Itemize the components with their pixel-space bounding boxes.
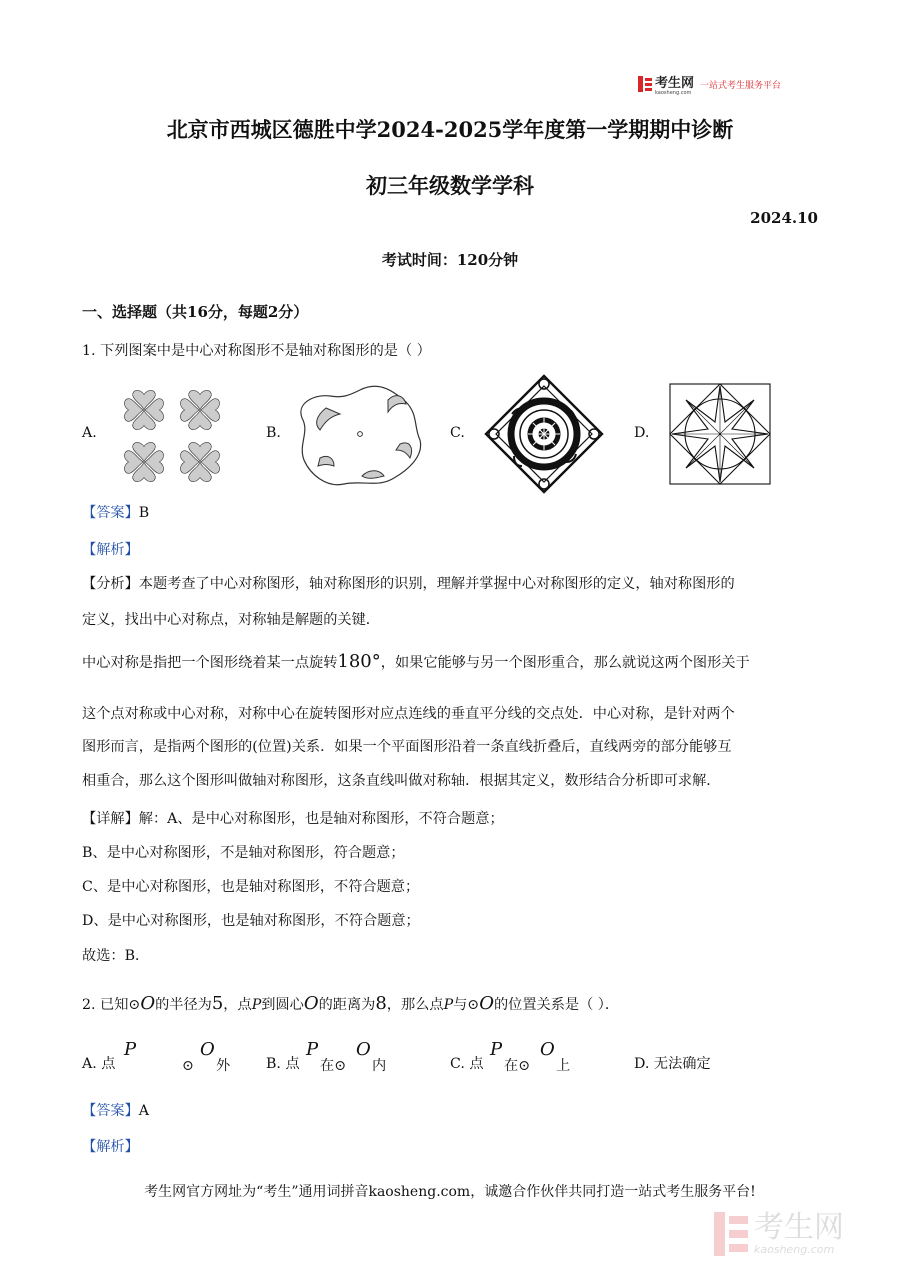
q2-stem-part: 到圆心 xyxy=(261,997,304,1013)
q1-rotation-line xyxy=(82,652,750,673)
exam-date: 2024.10 xyxy=(750,209,818,227)
q1-line-4: 图形而言，是指两个图形的(位置)关系．如果一个平面图形沿着一条直线折叠后，直线两旁的部分能够互 xyxy=(82,739,732,755)
q2-option-c-p: P xyxy=(490,1039,503,1060)
q2-answer xyxy=(82,1101,149,1121)
q2-option-b-o: O xyxy=(356,1039,371,1060)
q2-symbol-o: O xyxy=(140,993,156,1014)
page-subtitle: 初三年级数学学科 xyxy=(366,173,534,198)
q2-symbol-p: P xyxy=(443,997,454,1013)
q1-line-8: C、是中心对称图形，也是轴对称图形，不符合题意； xyxy=(82,879,420,895)
q2-symbol-o: O xyxy=(303,993,319,1014)
q1-answer-value: B xyxy=(138,505,150,521)
q2-distance: 8 xyxy=(375,993,387,1014)
q1-line-6: 【详解】解：A、是中心对称图形，也是轴对称图形，不符合题意； xyxy=(82,811,504,827)
q1-line-10: 故选：B． xyxy=(82,948,150,964)
exam-time: 考试时间：120分钟 xyxy=(381,251,519,269)
q1-answer-tag: 【答案】 xyxy=(82,505,139,521)
q1-analysis-tag: 【解析】 xyxy=(82,542,139,558)
watermark xyxy=(714,1208,874,1260)
q2-stem xyxy=(82,994,619,1015)
q2-answer-tag: 【答案】 xyxy=(82,1103,139,1119)
q2-option-c-label: C. 点 xyxy=(450,1056,484,1072)
q2-stem-part: ，点 xyxy=(223,997,252,1013)
q2-option-a-end: 外 xyxy=(216,1058,231,1074)
q2-analysis-tag: 【解析】 xyxy=(82,1139,139,1155)
watermark-mark-icon xyxy=(714,1212,748,1256)
q1-line-2: 定义，找出中心对称点，对称轴是解题的关键． xyxy=(82,612,380,628)
q2-option-b-end: 内 xyxy=(372,1058,387,1074)
q1-option-a-label: A. xyxy=(82,425,97,441)
q1-line-1: 【分析】本题考查了中心对称图形，轴对称图形的识别，理解并掌握中心对称图形的定义，轴对称图形的 xyxy=(82,576,735,592)
q1-line-7: B、是中心对称图形，不是轴对称图形，符合题意； xyxy=(82,845,405,861)
page-title: 北京市西城区德胜中学2024-2025学年度第一学期期中诊断 xyxy=(166,117,734,142)
q2-option-b-label: B. 点 xyxy=(266,1056,300,1072)
q1-rotation-deg: 180° xyxy=(337,651,381,672)
footer-text: 考生网官方网址为“考生”通用词拼音kaosheng.com，诚邀合作伙伴共同打造一站式考生服务平台! xyxy=(144,1184,756,1200)
q2-option-a-p: P xyxy=(124,1039,137,1060)
q2-stem-part: 的位置关系是（ ）． xyxy=(493,997,620,1013)
q2-radius: 5 xyxy=(211,993,224,1014)
section-heading: 一、选择题（共16分，每题2分） xyxy=(82,303,309,321)
q1-option-b-figure xyxy=(296,380,424,492)
brand-slogan: 一站式考生服务平台 xyxy=(700,80,782,91)
brand-logo xyxy=(638,74,808,94)
q2-stem-part: ，那么点 xyxy=(386,997,444,1013)
brand-mark-icon xyxy=(638,76,652,92)
q2-option-c-mid: 在⊙ xyxy=(504,1058,531,1074)
q2-symbol-p: P xyxy=(251,997,262,1013)
q2-option-a-label: A. 点 xyxy=(82,1056,116,1072)
q1-stem: 1. 下列图案中是中心对称图形不是轴对称图形的是（ ） xyxy=(82,343,431,359)
q2-option-a-circle: ⊙ xyxy=(182,1058,194,1074)
q1-line-5: 相重合，那么这个图形叫做轴对称图形，这条直线叫做对称轴．根据其定义，数形结合分析即可求解． xyxy=(82,773,721,789)
watermark-name: 考生网 xyxy=(754,1210,844,1245)
q1-rotation-pre: 中心对称是指把一个图形绕着某一点旋转 xyxy=(82,655,338,671)
q1-option-c-label: C. xyxy=(450,425,465,441)
q1-option-d-figure xyxy=(668,382,772,486)
q2-option-c-end: 上 xyxy=(556,1058,571,1074)
q1-option-a-figure xyxy=(114,384,230,488)
q1-line-9: D、是中心对称图形，也是轴对称图形，不符合题意； xyxy=(82,913,420,929)
q2-option-a-o: O xyxy=(200,1039,215,1060)
q2-stem-part: 与⊙ xyxy=(453,997,480,1013)
q1-option-d-label: D. xyxy=(634,425,650,441)
q2-option-b-p: P xyxy=(306,1039,319,1060)
q2-symbol-o: O xyxy=(479,993,494,1014)
q2-answer-value: A xyxy=(138,1103,150,1119)
q1-option-b-label: B. xyxy=(266,425,281,441)
brand-name: 考生网 xyxy=(655,76,695,91)
q1-rotation-post: ，如果它能够与另一个图形重合，那么就说这两个图形关于 xyxy=(380,655,750,671)
brand-sub: kaosheng.com xyxy=(655,90,692,96)
q2-stem-part: 2. 已知⊙ xyxy=(82,997,141,1013)
q1-answer xyxy=(82,503,149,523)
q1-line-3: 这个点对称或中心对称，对称中心在旋转图形对应点连线的垂直平分线的交点处．中心对称，是针对两个 xyxy=(82,706,735,722)
q2-option-b-mid: 在⊙ xyxy=(320,1058,347,1074)
q2-stem-part: 的距离为 xyxy=(318,997,376,1013)
q2-option-c-o: O xyxy=(540,1039,555,1060)
q2-stem-part: 的半径为 xyxy=(155,997,212,1013)
q2-option-d: D. 无法确定 xyxy=(634,1056,711,1072)
q1-option-c-figure xyxy=(484,374,604,494)
watermark-sub: kaosheng.com xyxy=(754,1243,835,1256)
